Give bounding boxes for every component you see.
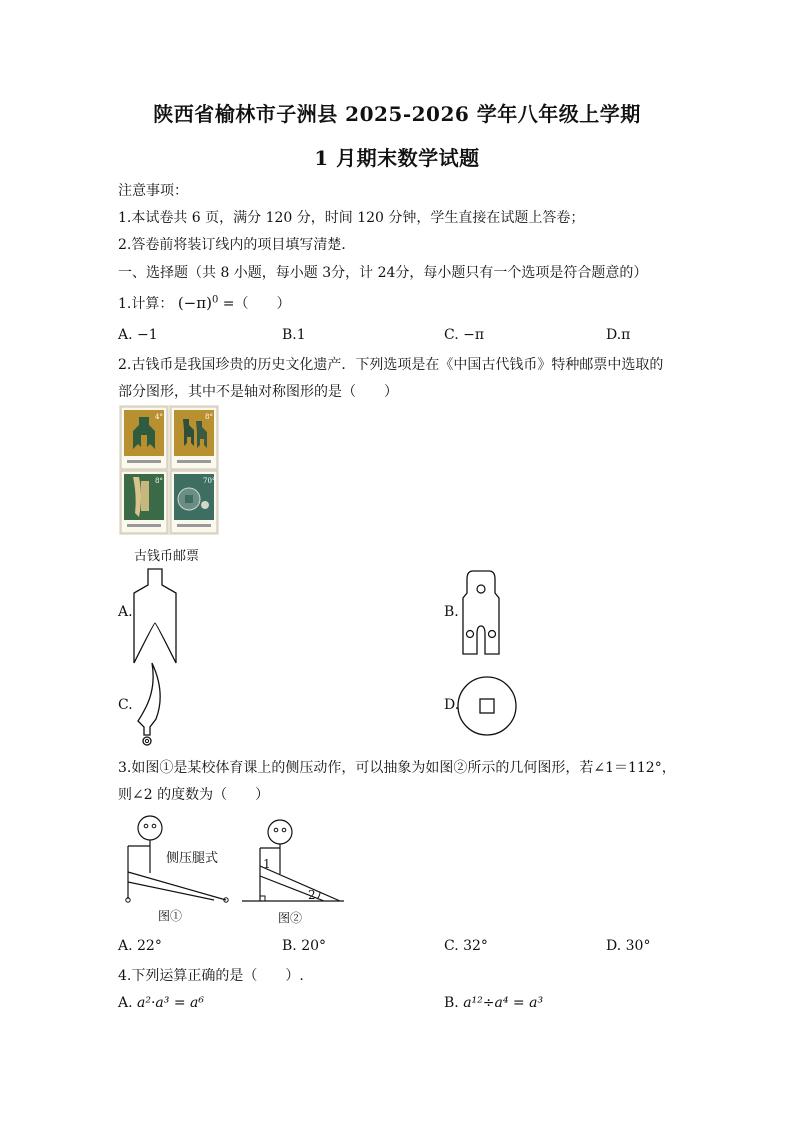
q4-option-b-expression: a¹²÷a⁴ = a³ — [463, 995, 544, 1011]
q3-figure-2 — [238, 812, 348, 930]
q1-option-d[interactable]: D.π — [606, 327, 631, 343]
q3-fig1-caption: 图① — [158, 909, 183, 923]
stamp-4 — [171, 471, 217, 533]
stamp-3-value: 8° — [155, 477, 163, 485]
question-1-stem — [118, 293, 291, 313]
question-3-stem-line2: 则∠2 的度数为（ ） — [118, 787, 270, 803]
notes-item-1: 1.本试卷共 6 页，满分 120 分，时间 120 分钟，学生直接在试题上答卷； — [118, 210, 585, 226]
q4-option-b-label: B. — [444, 995, 459, 1011]
section-heading: 一、选择题（共 8 小题，每小题 3分，计 24分，每小题只有一个选项是符合题意的） — [118, 265, 648, 281]
question-4-stem: 4.下列运算正确的是（ ）. — [118, 968, 304, 984]
q3-angle-2-label: 2 — [308, 888, 316, 902]
q2-option-d-figure — [456, 675, 518, 737]
stamp-1-value: 4° — [155, 413, 163, 421]
q3-fig1-label: 侧压腿式 — [166, 851, 219, 866]
q2-option-d-label[interactable]: D. — [444, 697, 460, 713]
q1-prefix: 1.计算： — [118, 296, 174, 312]
exam-title-line2: 1 月期末数学试题 — [314, 146, 480, 170]
q4-option-a[interactable] — [118, 995, 204, 1011]
q1-option-c[interactable]: C. −π — [444, 327, 485, 343]
stamp-2 — [171, 407, 217, 469]
q3-option-c[interactable]: C. 32° — [444, 938, 488, 954]
stamp-3 — [121, 471, 167, 533]
question-2-stem-line1: 2.古钱币是我国珍贵的历史文化遗产．下列选项是在《中国古代钱币》特种邮票中选取的 — [118, 357, 664, 373]
q2-option-c-label[interactable]: C. — [118, 697, 133, 713]
stamp-2-value: 8° — [205, 413, 213, 421]
q1-option-a[interactable]: A. −1 — [118, 327, 158, 343]
q2-option-a-figure — [132, 567, 178, 665]
q2-option-a-label[interactable]: A. — [118, 604, 133, 620]
q1-expression: (−π) — [177, 294, 212, 312]
stamp-caption: 古钱币邮票 — [134, 549, 200, 564]
stamp-4-value: 70° — [203, 477, 216, 485]
notes-heading: 注意事项： — [118, 183, 188, 199]
q1-suffix: =（ ） — [222, 296, 291, 312]
notes-item-2: 2.答卷前将装订线内的项目填写清楚． — [118, 237, 356, 253]
stamp-1 — [121, 407, 167, 469]
q3-figure-1 — [118, 812, 230, 930]
q2-option-b-figure — [456, 569, 506, 657]
q3-angle-1-label: 1 — [263, 857, 271, 871]
q2-option-b-label[interactable]: B. — [444, 604, 459, 620]
q4-option-a-expression: a²·a³ = a⁶ — [137, 995, 204, 1011]
coin-stamps-image — [119, 405, 219, 535]
exam-title-line1: 陕西省榆林市子洲县 2025-2026 学年八年级上学期 — [153, 102, 641, 126]
q1-exponent: 0 — [211, 294, 219, 306]
q3-fig2-caption: 图② — [278, 911, 303, 925]
q4-option-b[interactable] — [444, 995, 543, 1011]
question-3-stem-line1: 3.如图①是某校体育课上的侧压动作，可以抽象为如图②所示的几何图形，若∠1＝112°， — [118, 760, 676, 776]
q2-option-c-figure — [132, 661, 166, 747]
q3-option-a[interactable]: A. 22° — [118, 938, 162, 954]
question-2-stem-line2: 部分图形，其中不是轴对称图形的是（ ） — [118, 384, 398, 400]
q3-option-d[interactable]: D. 30° — [606, 938, 651, 954]
q1-option-b[interactable]: B.1 — [282, 327, 306, 343]
q3-option-b[interactable]: B. 20° — [282, 938, 327, 954]
q4-option-a-label: A. — [118, 995, 133, 1011]
